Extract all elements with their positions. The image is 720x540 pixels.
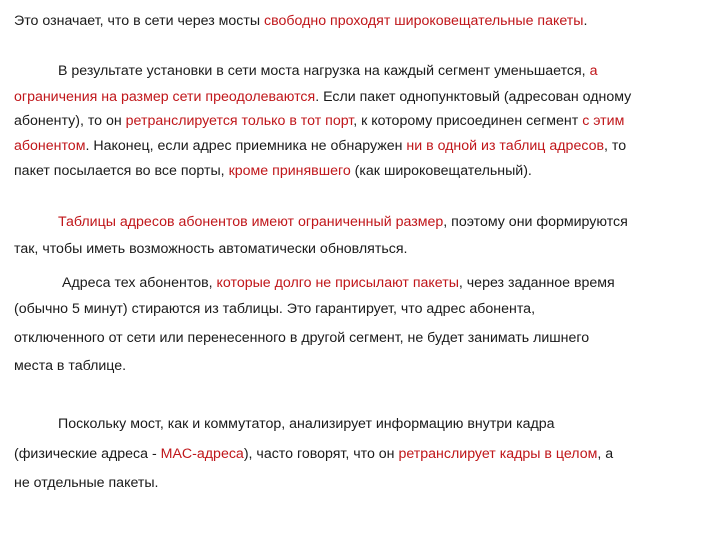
highlighted-text: ретранслируется только в тот порт [125, 113, 354, 129]
text-line [14, 88, 631, 106]
highlighted-text: абонентом [14, 138, 86, 154]
text-line [14, 329, 589, 347]
text-segment: В результате установки в сети моста нагрузка на каждый сегмент уменьшается, [58, 63, 590, 79]
highlighted-text: Таблицы адресов абонентов имеют ограниченный размер [58, 214, 444, 230]
text-line [14, 240, 407, 258]
highlighted-text: которые долго не присылают пакеты [216, 275, 459, 291]
text-line [14, 445, 613, 463]
highlighted-text: ни в одной из таблиц адресов [406, 138, 605, 154]
text-segment: отключенного от сети или перенесенного в другой сегмент, не будет занимать лишнего [14, 330, 590, 346]
text-segment: ), часто говорят, что он [243, 446, 399, 462]
text-segment: (физические адреса - [14, 446, 161, 462]
text-line [62, 274, 615, 292]
text-segment: , то [604, 138, 627, 154]
text-line [58, 62, 597, 80]
text-segment: абоненту), то он [14, 113, 126, 129]
text-line [14, 137, 626, 155]
text-segment: , а [597, 446, 614, 462]
text-segment: Адреса тех абонентов, [62, 275, 217, 291]
text-segment: (как широковещательный). [350, 163, 532, 179]
text-line [58, 415, 555, 433]
text-segment: . Если пакет однопунктовый (адресован одному [315, 89, 632, 105]
text-segment: , через заданное время [458, 275, 615, 291]
highlighted-text: ретранслирует кадры в целом [398, 446, 598, 462]
text-line [14, 300, 535, 318]
highlighted-text: ограничения на размер сети преодолеваются [14, 89, 316, 105]
text-segment: пакет посылается во все порты, [14, 163, 229, 179]
text-line [14, 357, 126, 375]
text-line [14, 12, 587, 30]
highlighted-text: свободно проходят широковещательные пакеты [264, 13, 584, 29]
text-segment: Поскольку мост, как и коммутатор, анализирует информацию внутри кадра [58, 416, 555, 432]
highlighted-text: а [589, 63, 598, 79]
text-line [14, 162, 532, 180]
highlighted-text: с этим [582, 113, 625, 129]
text-segment: . Наконец, если адрес приемника не обнаружен [85, 138, 407, 154]
text-line [14, 112, 624, 130]
text-segment: так, чтобы иметь возможность автоматически обновляться. [14, 241, 408, 257]
text-segment: , поэтому они формируются [443, 214, 628, 230]
text-segment: , к которому присоединен сегмент [353, 113, 583, 129]
highlighted-text: MAC-адреса [160, 446, 244, 462]
text-line [58, 213, 628, 231]
text-segment: места в таблице. [14, 358, 127, 374]
text-segment: не отдельные пакеты. [14, 475, 159, 491]
highlighted-text: кроме принявшего [228, 163, 351, 179]
text-segment: . [583, 13, 588, 29]
text-segment: Это означает, что в сети через мосты [14, 13, 265, 29]
text-segment: (обычно 5 минут) стираются из таблицы. Это гарантирует, что адрес абонента, [14, 301, 536, 317]
text-line [14, 474, 159, 492]
